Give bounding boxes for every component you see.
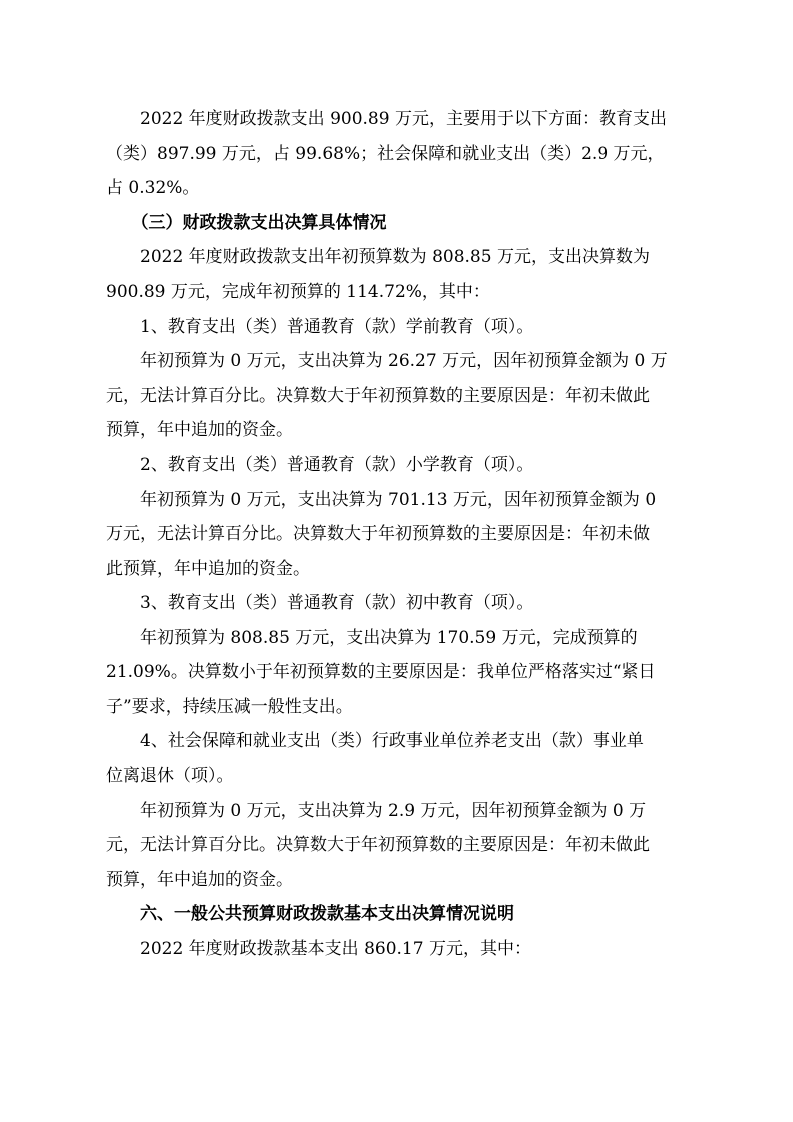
paragraph-line: 预算，年中追加的资金。 — [106, 420, 293, 440]
paragraph-line: 万元，无法计算百分比。决算数大于年初预算数的主要原因是：年初未做 — [106, 524, 650, 544]
paragraph-line: 2022 年度财政拨款支出年初预算数为 808.85 万元，支出决算数为 — [106, 247, 650, 267]
item-heading: 4、社会保障和就业支出（类）行政事业单位养老支出（款）事业单 — [106, 731, 644, 751]
paragraph-line: 此预算，年中追加的资金。 — [106, 559, 310, 579]
item-heading: 3、教育支出（类）普通教育（款）初中教育（项）。 — [106, 593, 534, 613]
section-heading: （三）财政拨款支出决算具体情况 — [106, 213, 387, 233]
paragraph-line: 年初预算为 0 万元，支出决算为 2.9 万元，因年初预算金额为 0 万 — [106, 801, 647, 821]
paragraph-line: 900.89 万元，完成年初预算的 114.72%，其中： — [106, 282, 490, 302]
paragraph-line: 元，无法计算百分比。决算数大于年初预算数的主要原因是：年初未做此 — [106, 386, 650, 406]
paragraph-line: 2022 年度财政拨款支出 900.89 万元，主要用于以下方面：教育支出 — [106, 109, 667, 129]
item-heading: 2、教育支出（类）普通教育（款）小学教育（项）。 — [106, 455, 534, 475]
paragraph-line: 年初预算为 0 万元，支出决算为 701.13 万元，因年初预算金额为 0 — [106, 490, 657, 510]
section-heading: 六、一般公共预算财政拨款基本支出决算情况说明 — [106, 904, 514, 924]
paragraph-line: 21.09%。决算数小于年初预算数的主要原因是：我单位严格落实过“紧日 — [106, 662, 656, 682]
paragraph-line: 子”要求，持续压减一般性支出。 — [106, 697, 353, 717]
paragraph-line: 2022 年度财政拨款基本支出 860.17 万元，其中： — [106, 939, 531, 959]
item-heading: 1、教育支出（类）普通教育（款）学前教育（项）。 — [106, 317, 534, 337]
paragraph-line: 位离退休（项）。 — [106, 766, 234, 786]
paragraph-line: 占 0.32%。 — [106, 178, 200, 198]
paragraph-line: 预算，年中追加的资金。 — [106, 870, 293, 890]
paragraph-line: 年初预算为 0 万元，支出决算为 26.27 万元，因年初预算金额为 0 万 — [106, 351, 668, 371]
paragraph-line: （类）897.99 万元，占 99.68%；社会保障和就业支出（类）2.9 万元， — [106, 144, 665, 164]
paragraph-line: 年初预算为 808.85 万元，支出决算为 170.59 万元，完成预算的 — [106, 628, 638, 648]
paragraph-line: 元，无法计算百分比。决算数大于年初预算数的主要原因是：年初未做此 — [106, 835, 650, 855]
